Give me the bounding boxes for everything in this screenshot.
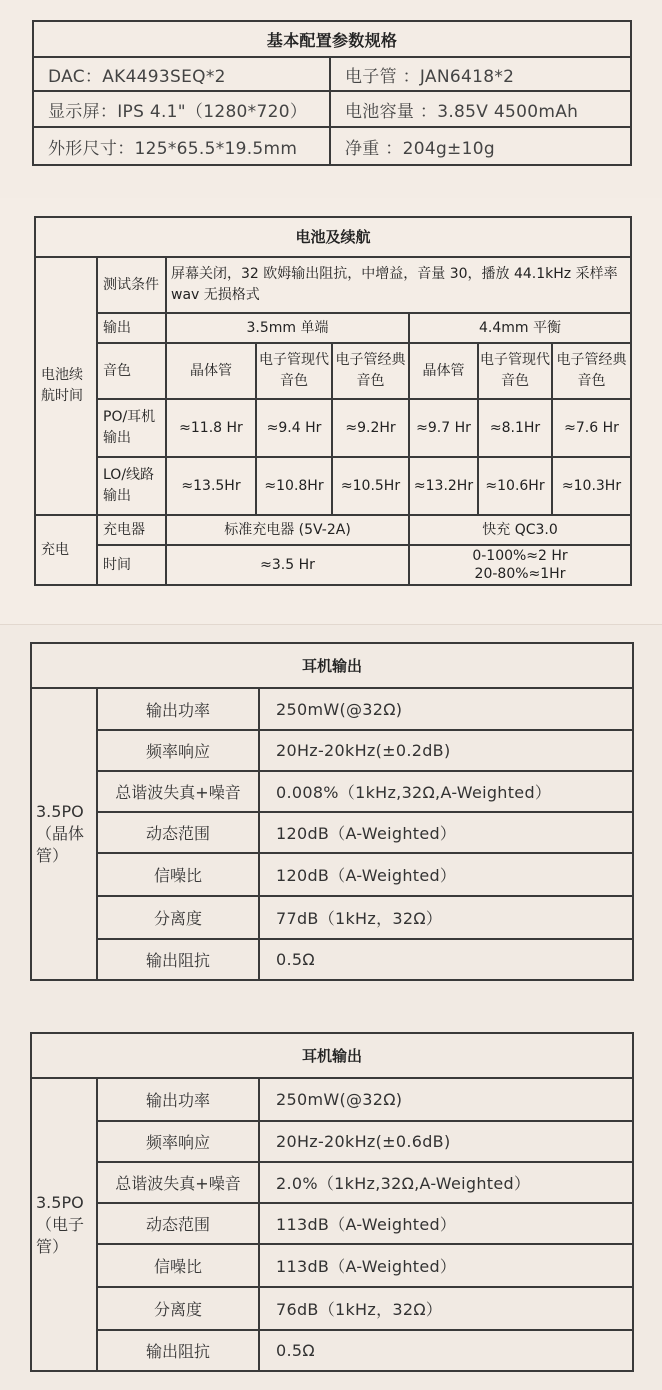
spec-table	[32, 20, 632, 166]
spec-name: 输出阻抗	[97, 939, 259, 980]
tone-35-tube-modern: 电子管现代音色	[256, 343, 332, 399]
charger-standard: 标准充电器 (5V-2A)	[166, 515, 409, 545]
tone-35-transistor: 晶体管	[166, 343, 256, 399]
tone-44-transistor: 晶体管	[409, 343, 478, 399]
spec-value: 250mW(@32Ω)	[259, 1078, 633, 1121]
spec-name: 动态范围	[97, 812, 259, 853]
lo-44-tube-classic: ≈10.3Hr	[552, 457, 631, 515]
po-44-tube-modern: ≈8.1Hr	[478, 399, 552, 457]
spec-value: 2.0%（1kHz,32Ω,A-Weighted）	[259, 1162, 633, 1203]
test-condition-value: 屏幕关闭，32 欧姆输出阻抗，中增益，音量 30，播放 44.1kHz 采样率 wav 无损格式	[166, 257, 631, 313]
spec-value: 113dB（A-Weighted）	[259, 1244, 633, 1287]
time-fast-partial: 20-80%≈1Hr	[474, 566, 566, 582]
spec-value: 113dB（A-Weighted）	[259, 1203, 633, 1244]
spec-value: 0.008%（1kHz,32Ω,A-Weighted）	[259, 771, 633, 812]
po-transistor-table	[30, 642, 634, 981]
spec-value: 76dB（1kHz，32Ω）	[259, 1287, 633, 1330]
spec-value: 120dB（A-Weighted）	[259, 812, 633, 853]
time-fast-full: 0-100%≈2 Hr	[472, 548, 568, 564]
charger-fast: 快充 QC3.0	[409, 515, 631, 545]
charging-group: 充电	[35, 515, 97, 585]
spec-name: 分离度	[97, 1287, 259, 1330]
spec-value: 20Hz-20kHz(±0.6dB)	[259, 1121, 633, 1162]
lo-44-tube-modern: ≈10.6Hr	[478, 457, 552, 515]
spec-name: 频率响应	[97, 1121, 259, 1162]
po-tube-title: 耳机输出	[31, 1033, 633, 1078]
po-transistor-title: 耳机输出	[31, 643, 633, 688]
output-label: 输出	[97, 313, 166, 343]
spec-name: 输出功率	[97, 1078, 259, 1121]
spec-value: 20Hz-20kHz(±0.2dB)	[259, 730, 633, 771]
spec-value: 0.5Ω	[259, 1330, 633, 1371]
lo-35-tube-classic: ≈10.5Hr	[332, 457, 409, 515]
output-44mm: 4.4mm 平衡	[409, 313, 631, 343]
spec-name: 频率响应	[97, 730, 259, 771]
spec-name: 输出功率	[97, 688, 259, 730]
spec-section	[0, 0, 662, 198]
tone-44-tube-modern: 电子管现代音色	[478, 343, 552, 399]
output-35mm: 3.5mm 单端	[166, 313, 409, 343]
spec-weight: 净重 ：204g±10g	[330, 127, 631, 165]
po-35-tube-modern: ≈9.4 Hr	[256, 399, 332, 457]
battery-title: 电池及续航	[35, 217, 631, 257]
spec-name: 输出阻抗	[97, 1330, 259, 1371]
po-label: PO/耳机输出	[97, 399, 166, 457]
spec-title: 基本配置参数规格	[33, 21, 631, 57]
tone-44-tube-classic: 电子管经典音色	[552, 343, 631, 399]
time-standard: ≈3.5 Hr	[166, 545, 409, 585]
tone-35-tube-classic: 电子管经典音色	[332, 343, 409, 399]
charger-label: 充电器	[97, 515, 166, 545]
tone-label: 音色	[97, 343, 166, 399]
time-fast	[409, 545, 631, 585]
lo-label: LO/线路输出	[97, 457, 166, 515]
spec-value: 120dB（A-Weighted）	[259, 853, 633, 896]
spec-battery: 电池容量 ：3.85V 4500mAh	[330, 91, 631, 127]
po-44-transistor: ≈9.7 Hr	[409, 399, 478, 457]
lo-44-transistor: ≈13.2Hr	[409, 457, 478, 515]
lo-35-transistor: ≈13.5Hr	[166, 457, 256, 515]
lo-35-tube-modern: ≈10.8Hr	[256, 457, 332, 515]
po-35-tube-classic: ≈9.2Hr	[332, 399, 409, 457]
spec-name: 动态范围	[97, 1203, 259, 1244]
spec-display: 显示屏：IPS 4.1"（1280*720）	[33, 91, 330, 127]
spec-tube: 电子管 ：JAN6418*2	[330, 57, 631, 91]
po-transistor-mode: 3.5PO（晶体管）	[31, 688, 97, 980]
battery-section	[0, 198, 662, 624]
po-tube-section	[0, 1012, 662, 1390]
po-44-tube-classic: ≈7.6 Hr	[552, 399, 631, 457]
spec-dac: DAC：AK4493SEQ*2	[33, 57, 330, 91]
po-transistor-section	[0, 624, 662, 1012]
spec-value: 250mW(@32Ω)	[259, 688, 633, 730]
battery-table	[34, 216, 632, 586]
po-tube-table	[30, 1032, 634, 1372]
spec-name: 总谐波失真+噪音	[97, 771, 259, 812]
spec-name: 信噪比	[97, 1244, 259, 1287]
po-tube-mode: 3.5PO（电子管）	[31, 1078, 97, 1371]
spec-value: 0.5Ω	[259, 939, 633, 980]
spec-value: 77dB（1kHz，32Ω）	[259, 896, 633, 939]
spec-name: 分离度	[97, 896, 259, 939]
po-35-transistor: ≈11.8 Hr	[166, 399, 256, 457]
spec-name: 信噪比	[97, 853, 259, 896]
spec-name: 总谐波失真+噪音	[97, 1162, 259, 1203]
test-condition-label: 测试条件	[97, 257, 166, 313]
time-label: 时间	[97, 545, 166, 585]
spec-size: 外形尺寸：125*65.5*19.5mm	[33, 127, 330, 165]
battery-life-group: 电池续航时间	[35, 257, 97, 515]
